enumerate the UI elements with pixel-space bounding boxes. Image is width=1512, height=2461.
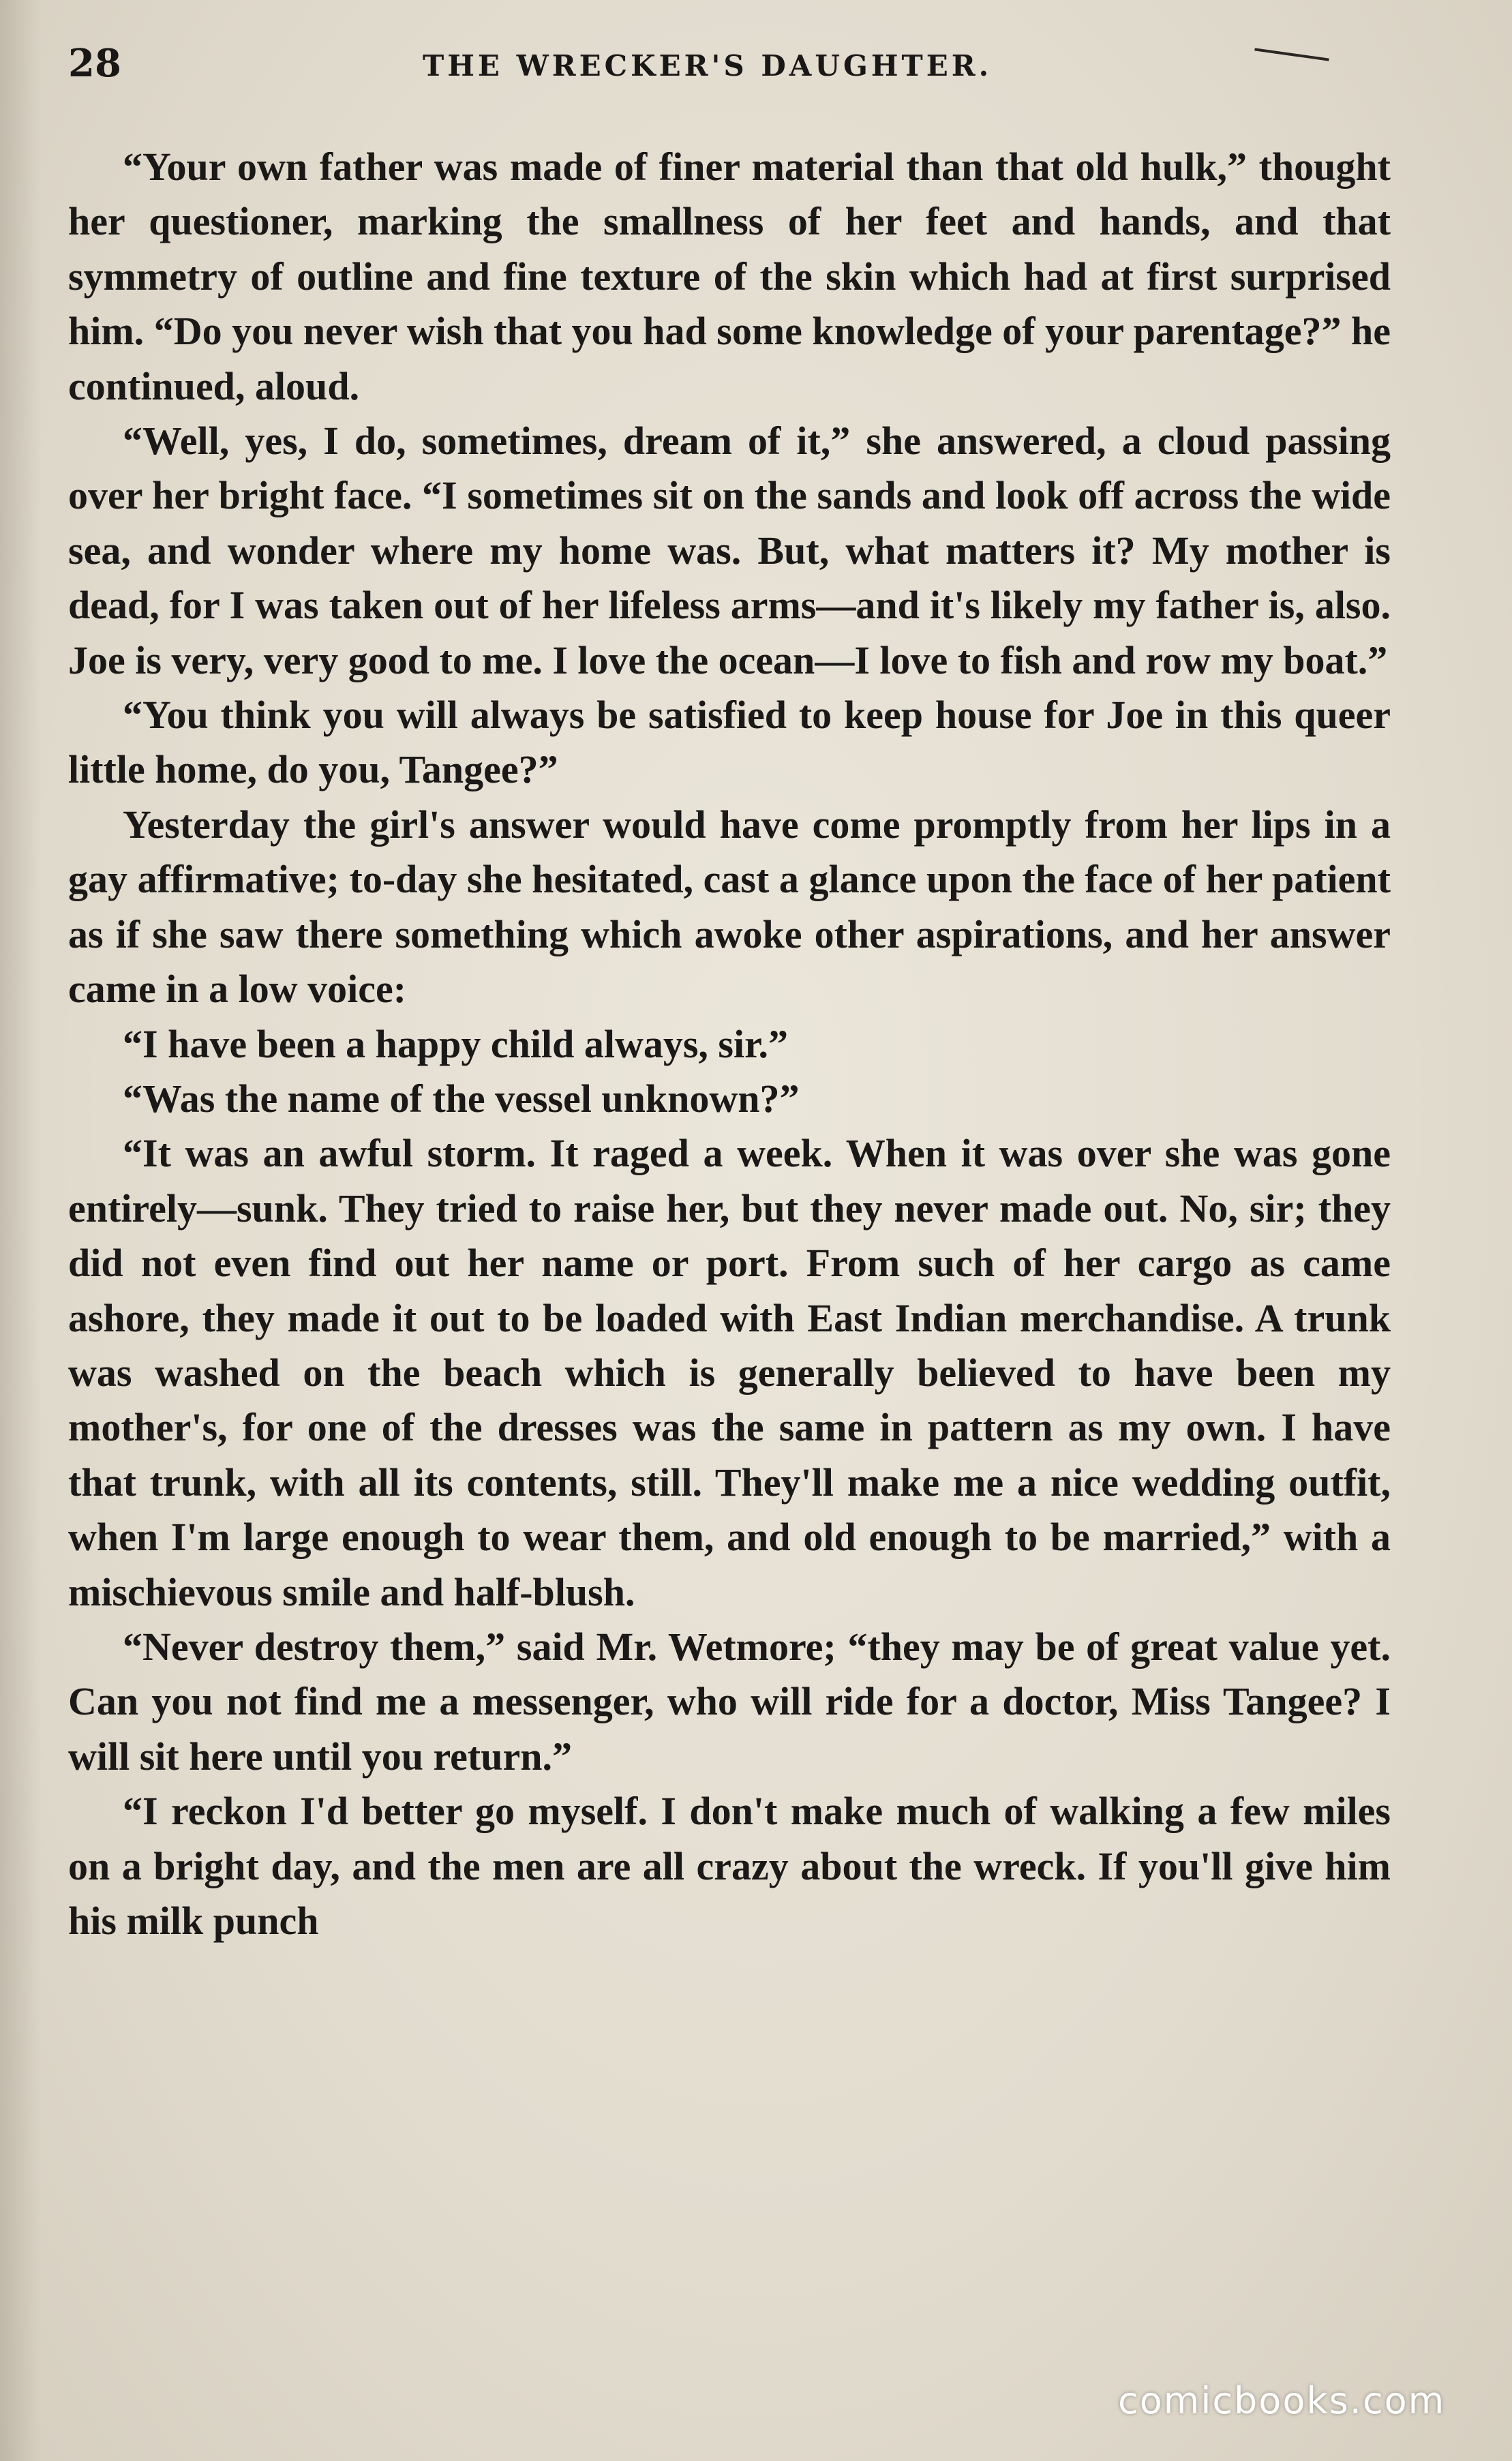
paragraph-6: “Was the name of the vessel unknown?” (123, 1076, 800, 1121)
paragraph-4: Yesterday the girl's answer would have come promptly from her lips in a gay affirmative; to-day she hesitated, cast a glance upon the face of her patient as if she saw there something which awoke other aspirations, and her answer came in a low voice: (68, 802, 1391, 1012)
paragraph-7: “It was an awful storm. It raged a week. When it was over she was gone entirely—sunk. They tried to raise her, but they never made out. No, sir; they did not even find out her name or port. From such of her cargo as came ashore, they made it out to be loaded with East Indian merchandise. A trunk was washed on the beach which is generally believed to have been my mother's, for one of the dresses was the same in pattern as my own. I have that trunk, with all its contents, still. They'll make me a nice wedding outfit, when I'm large enough to wear them, and old enough to be married,” with a mischievous smile and half-blush. (68, 1131, 1391, 1614)
paragraph-5: “I have been a happy child always, sir.” (123, 1021, 789, 1066)
paragraph-9: “I reckon I'd better go myself. I don't make much of walking a few miles on a bright day, and the men are all crazy about the wreck. If you'll give him his milk punch (68, 1789, 1391, 1943)
watermark: comicbooks.com (1118, 2379, 1446, 2422)
paragraph-1: “Your own father was made of finer material than that old hulk,” thought her questioner, marking the smallness of her feet and hands, and that symmetry of outline and fine texture of the skin which had at first surprised him. “Do you never wish that you had some knowledge of your parentage?” he continued, aloud. (68, 145, 1391, 408)
running-title: THE WRECKER'S DAUGHTER. (423, 49, 993, 82)
paragraph-8: “Never destroy them,” said Mr. Wetmore; “they may be of great value yet. Can you not find me a messenger, who will ride for a doctor, Miss Tangee? I will sit here until you return.” (68, 1624, 1391, 1779)
page-edge-shadow (0, 0, 41, 2461)
page-number: 28 (68, 41, 121, 86)
page-header (68, 41, 1391, 95)
paragraph-2: “Well, yes, I do, sometimes, dream of it,” she answered, a cloud passing over her bright face. “I sometimes sit on the sands and look off across the wide sea, and wonder where my home was. But, what matters it? My mother is dead, for I was taken out of her lifeless arms—and it's likely my father is, also. Joe is very, very good to me. I love the ocean—I love to fish and row my boat.” (68, 419, 1391, 682)
paragraph-3: “You think you will always be satisfied to keep house for Joe in this queer little home, do you, Tangee?” (68, 693, 1391, 792)
body-text (68, 140, 1391, 1948)
header-ink-mark (1254, 48, 1329, 61)
